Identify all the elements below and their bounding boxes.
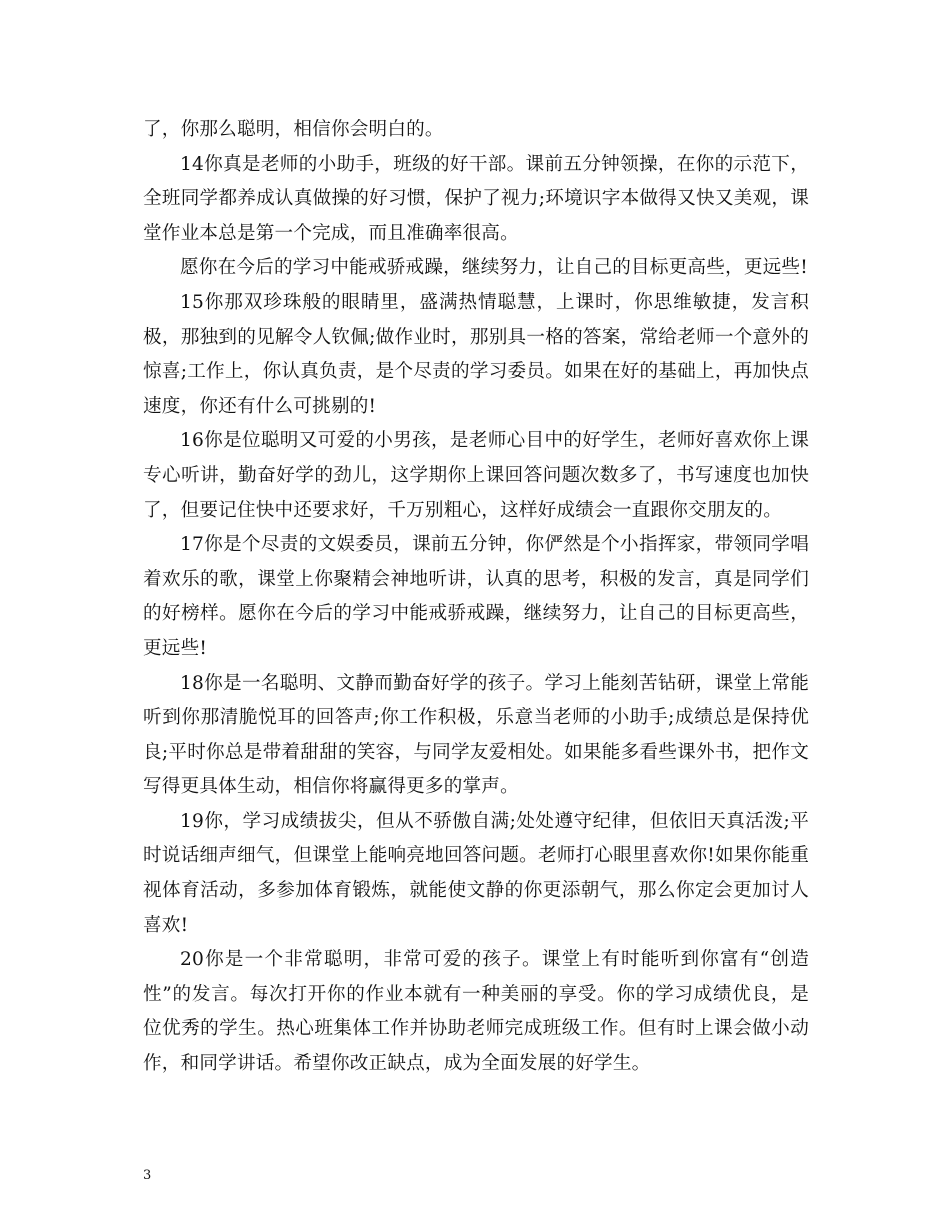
paragraph-comment-18: 18你是一名聪明、文静而勤奋好学的孩子。学习上能刻苦钻研，课堂上常能听到你那清脆悦耳的回答声;你工作积极，乐意当老师的小助手;成绩总是保持优良;平时你总是带着甜甜的笑容，与同学友爱相处。如果能多看些课外书，把作文写得更具体生动，相信你将赢得更多的掌声。 [143, 672, 809, 798]
paragraph-comment-20: 20你是一个非常聪明，非常可爱的孩子。课堂上有时能听到你富有“创造性”的发言。每次打开你的作业本就有一种美丽的享受。你的学习成绩优良，是位优秀的学生。热心班集体工作并协助老师完成班级工作。但有时上课会做小动作，和同学讲话。希望你改正缺点，成为全面发展的好学生。 [143, 949, 809, 1075]
paragraph-comment-14: 14你真是老师的小助手，班级的好干部。课前五分钟领操，在你的示范下，全班同学都养成认真做操的好习惯，保护了视力;环境识字本做得又快又美观，课堂作业本总是第一个完成，而且准确率很高。 [143, 153, 809, 244]
paragraph-comment-15: 15你那双珍珠般的眼睛里，盛满热情聪慧，上课时，你思维敏捷，发言积极，那独到的见解令人钦佩;做作业时，那别具一格的答案，常给老师一个意外的惊喜;工作上，你认真负责，是个尽责的学习委员。如果在好的基础上，再加快点速度，你还有什么可挑剔的! [143, 291, 809, 417]
paragraph-wish: 愿你在今后的学习中能戒骄戒躁，继续努力，让自己的目标更高些，更远些! [180, 257, 808, 279]
document-body [143, 113, 809, 1082]
paragraph-comment-17: 17你是个尽责的文娱委员，课前五分钟，你俨然是个小指挥家，带领同学唱着欢乐的歌，课堂上你聚精会神地听讲，认真的思考，积极的发言，真是同学们的好榜样。愿你在今后的学习中能戒骄戒躁，继续努力，让自己的目标更高些，更远些! [143, 534, 809, 659]
paragraph-comment-19: 19你，学习成绩拔尖，但从不骄傲自满;处处遵守纪律，但依旧天真活泼;平时说话细声细气，但课堂上能响亮地回答问题。老师打心眼里喜欢你!如果你能重视体育活动，多参加体育锻炼，就能使文静的你更添朝气，那么你定会更加讨人喜欢! [143, 810, 809, 936]
page-number: 3 [143, 1168, 152, 1183]
paragraph-comment-16: 16你是位聪明又可爱的小男孩，是老师心目中的好学生，老师好喜欢你上课专心听讲，勤奋好学的劲儿，这学期你上课回答问题次数多了，书写速度也加快了，但要记住快中还要求好，千万别粗心，这样好成绩会一直跟你交朋友的。 [143, 430, 809, 521]
paragraph-continuation: 了，你那么聪明，相信你会明白的。 [143, 119, 444, 140]
